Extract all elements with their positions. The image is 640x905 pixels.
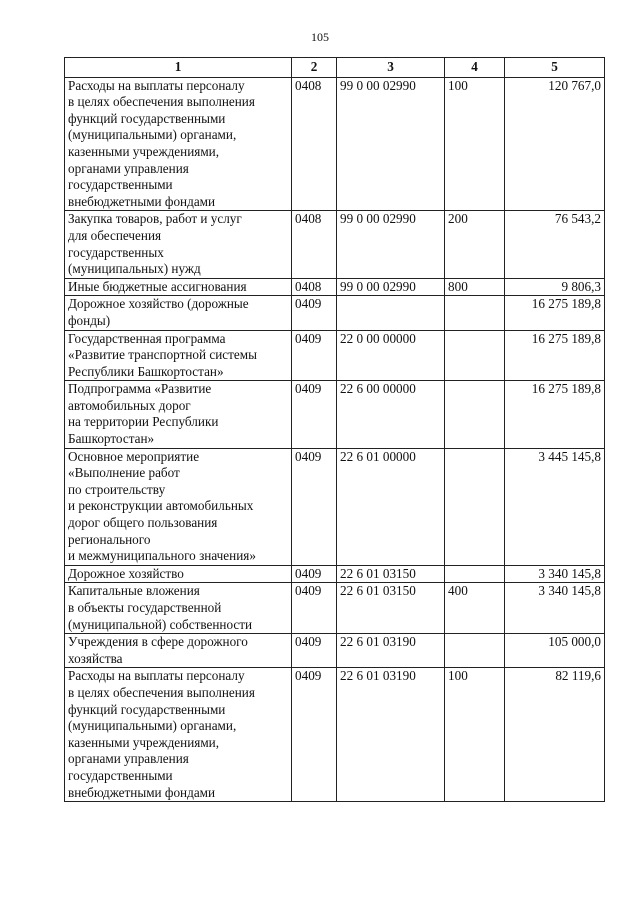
column-header-5: 5 [505, 58, 605, 78]
target-article-cell: 22 6 00 00000 [337, 381, 445, 448]
expense-name-cell: Основное мероприятие «Выполнение работ по строительству и реконструкции автомобильных дорог общего пользования регионального и межмуниципального значения» [65, 448, 292, 565]
table-body [65, 77, 605, 802]
amount-cell: 3 445 145,8 [505, 448, 605, 565]
amount-cell: 16 275 189,8 [505, 296, 605, 330]
section-code-cell: 0408 [292, 77, 337, 211]
table-row [65, 296, 605, 330]
amount-cell: 3 340 145,8 [505, 583, 605, 634]
amount-cell: 82 119,6 [505, 668, 605, 802]
target-article-cell: 22 6 01 03190 [337, 668, 445, 802]
expense-name-cell: Расходы на выплаты персоналу в целях обеспечения выполнения функций государственными (муниципальными) органами, казенными учреждениями, органами управления государственными внебюджетными фондами [65, 77, 292, 211]
table-header [65, 58, 605, 78]
expense-name-cell: Иные бюджетные ассигнования [65, 278, 292, 296]
column-header-2: 2 [292, 58, 337, 78]
section-code-cell: 0409 [292, 565, 337, 583]
table-row [65, 381, 605, 448]
expense-type-cell: 800 [445, 278, 505, 296]
amount-cell: 9 806,3 [505, 278, 605, 296]
expense-name-cell: Государственная программа «Развитие транспортной системы Республики Башкортостан» [65, 330, 292, 381]
section-code-cell: 0409 [292, 634, 337, 668]
section-code-cell: 0409 [292, 668, 337, 802]
section-code-cell: 0409 [292, 583, 337, 634]
table-row [65, 668, 605, 802]
amount-cell: 16 275 189,8 [505, 381, 605, 448]
expense-type-cell [445, 381, 505, 448]
table-row [65, 448, 605, 565]
expense-type-cell: 100 [445, 668, 505, 802]
budget-table [64, 57, 605, 802]
section-code-cell: 0408 [292, 211, 337, 278]
column-header-3: 3 [337, 58, 445, 78]
header-row [65, 58, 605, 78]
table-row [65, 77, 605, 211]
target-article-cell: 99 0 00 02990 [337, 77, 445, 211]
expense-name-cell: Дорожное хозяйство [65, 565, 292, 583]
target-article-cell: 22 6 01 00000 [337, 448, 445, 565]
expense-type-cell [445, 330, 505, 381]
expense-type-cell [445, 565, 505, 583]
expense-name-cell: Дорожное хозяйство (дорожные фонды) [65, 296, 292, 330]
expense-type-cell [445, 448, 505, 565]
amount-cell: 16 275 189,8 [505, 330, 605, 381]
column-header-4: 4 [445, 58, 505, 78]
expense-type-cell: 400 [445, 583, 505, 634]
section-code-cell: 0409 [292, 330, 337, 381]
target-article-cell: 22 6 01 03150 [337, 583, 445, 634]
expense-name-cell: Капитальные вложения в объекты государственной (муниципальной) собственности [65, 583, 292, 634]
amount-cell: 76 543,2 [505, 211, 605, 278]
expense-name-cell: Расходы на выплаты персоналу в целях обеспечения выполнения функций государственными (муниципальными) органами, казенными учреждениями, органами управления государственными внебюджетными фондами [65, 668, 292, 802]
table-row [65, 634, 605, 668]
expense-name-cell: Закупка товаров, работ и услуг для обеспечения государственных (муниципальных) нужд [65, 211, 292, 278]
target-article-cell: 22 0 00 00000 [337, 330, 445, 381]
table-row [65, 565, 605, 583]
expense-type-cell: 200 [445, 211, 505, 278]
target-article-cell: 99 0 00 02990 [337, 278, 445, 296]
target-article-cell: 22 6 01 03150 [337, 565, 445, 583]
amount-cell: 105 000,0 [505, 634, 605, 668]
expense-type-cell [445, 634, 505, 668]
section-code-cell: 0409 [292, 296, 337, 330]
page-number: 105 [311, 30, 329, 44]
section-code-cell: 0409 [292, 448, 337, 565]
expense-name-cell: Учреждения в сфере дорожного хозяйства [65, 634, 292, 668]
section-code-cell: 0409 [292, 381, 337, 448]
table-row [65, 278, 605, 296]
table-row [65, 211, 605, 278]
target-article-cell [337, 296, 445, 330]
amount-cell: 3 340 145,8 [505, 565, 605, 583]
amount-cell: 120 767,0 [505, 77, 605, 211]
expense-type-cell [445, 296, 505, 330]
expense-name-cell: Подпрограмма «Развитие автомобильных дорог на территории Республики Башкортостан» [65, 381, 292, 448]
table-row [65, 330, 605, 381]
table-row [65, 583, 605, 634]
expense-type-cell: 100 [445, 77, 505, 211]
section-code-cell: 0408 [292, 278, 337, 296]
target-article-cell: 22 6 01 03190 [337, 634, 445, 668]
column-header-1: 1 [65, 58, 292, 78]
target-article-cell: 99 0 00 02990 [337, 211, 445, 278]
